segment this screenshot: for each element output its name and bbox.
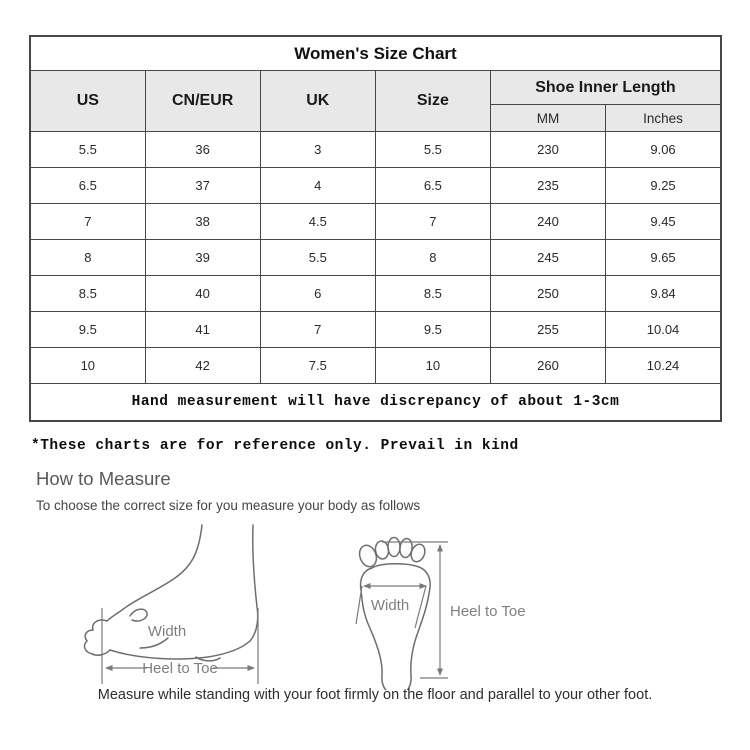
table-footnote: Hand measurement will have discrepancy of about 1-3cm (30, 384, 721, 422)
table-cell: 255 (490, 312, 605, 348)
table-cell: 3 (260, 132, 375, 168)
table-cell: 9.65 (606, 240, 721, 276)
table-cell: 9.5 (30, 312, 145, 348)
reference-note: *These charts are for reference only. Prevail in kind (31, 438, 519, 454)
table-cell: 8 (30, 240, 145, 276)
how-to-measure-heading: How to Measure (36, 468, 171, 489)
column-header-size: Size (375, 71, 490, 132)
table-cell: 6.5 (375, 168, 490, 204)
table-cell: 8 (375, 240, 490, 276)
table-cell: 4 (260, 168, 375, 204)
table-cell: 7 (30, 204, 145, 240)
side-view-length-dimension (102, 608, 258, 684)
table-cell: 245 (490, 240, 605, 276)
column-header-mm: MM (490, 105, 605, 132)
table-cell: 41 (145, 312, 260, 348)
table-cell: 10.04 (606, 312, 721, 348)
table-cell: 230 (490, 132, 605, 168)
table-cell: 10 (30, 348, 145, 384)
table-row (30, 132, 721, 168)
table-cell: 9.84 (606, 276, 721, 312)
table-cell: 6 (260, 276, 375, 312)
how-to-measure-subtext: To choose the correct size for you measure your body as follows (36, 498, 421, 513)
table-cell: 250 (490, 276, 605, 312)
table-cell: 5.5 (260, 240, 375, 276)
table-header-row (30, 71, 721, 105)
table-title: Women's Size Chart (30, 36, 721, 71)
table-cell: 9.45 (606, 204, 721, 240)
column-header-cn-eur: CN/EUR (145, 71, 260, 132)
side-view-width-label: Width (147, 623, 187, 640)
table-cell: 5.5 (375, 132, 490, 168)
table-cell: 9.06 (606, 132, 721, 168)
table-cell: 8.5 (375, 276, 490, 312)
column-header-inches: Inches (606, 105, 721, 132)
column-header-us: US (30, 71, 145, 132)
column-header-uk: UK (260, 71, 375, 132)
table-row (30, 204, 721, 240)
table-cell: 235 (490, 168, 605, 204)
table-title-row (30, 36, 721, 71)
table-row (30, 276, 721, 312)
table-cell: 6.5 (30, 168, 145, 204)
table-footnote-row (30, 384, 721, 422)
table-cell: 38 (145, 204, 260, 240)
table-cell: 10.24 (606, 348, 721, 384)
table-row (30, 168, 721, 204)
table-cell: 260 (490, 348, 605, 384)
column-header-shoe-inner-length: Shoe Inner Length (490, 71, 721, 105)
table-cell: 7 (375, 204, 490, 240)
foot-side-view-sketch (85, 525, 258, 661)
table-cell: 39 (145, 240, 260, 276)
table-cell: 7 (260, 312, 375, 348)
table-cell: 10 (375, 348, 490, 384)
size-chart-table (29, 35, 722, 422)
table-cell: 9.25 (606, 168, 721, 204)
table-cell: 36 (145, 132, 260, 168)
table-cell: 5.5 (30, 132, 145, 168)
table-body (30, 132, 721, 384)
sole-view-length-label: Heel to Toe (450, 603, 526, 620)
table-cell: 40 (145, 276, 260, 312)
table-cell: 4.5 (260, 204, 375, 240)
table-cell: 7.5 (260, 348, 375, 384)
table-cell: 9.5 (375, 312, 490, 348)
table-cell: 37 (145, 168, 260, 204)
table-row (30, 240, 721, 276)
table-cell: 8.5 (30, 276, 145, 312)
table-cell: 42 (145, 348, 260, 384)
foot-measure-diagram (0, 520, 750, 690)
table-cell: 240 (490, 204, 605, 240)
side-view-length-label: Heel to Toe (142, 660, 218, 677)
table-row (30, 312, 721, 348)
table-row (30, 348, 721, 384)
measure-instruction-caption: Measure while standing with your foot firmly on the floor and parallel to your other foot. (97, 687, 653, 703)
sole-view-width-label: Width (370, 597, 410, 614)
